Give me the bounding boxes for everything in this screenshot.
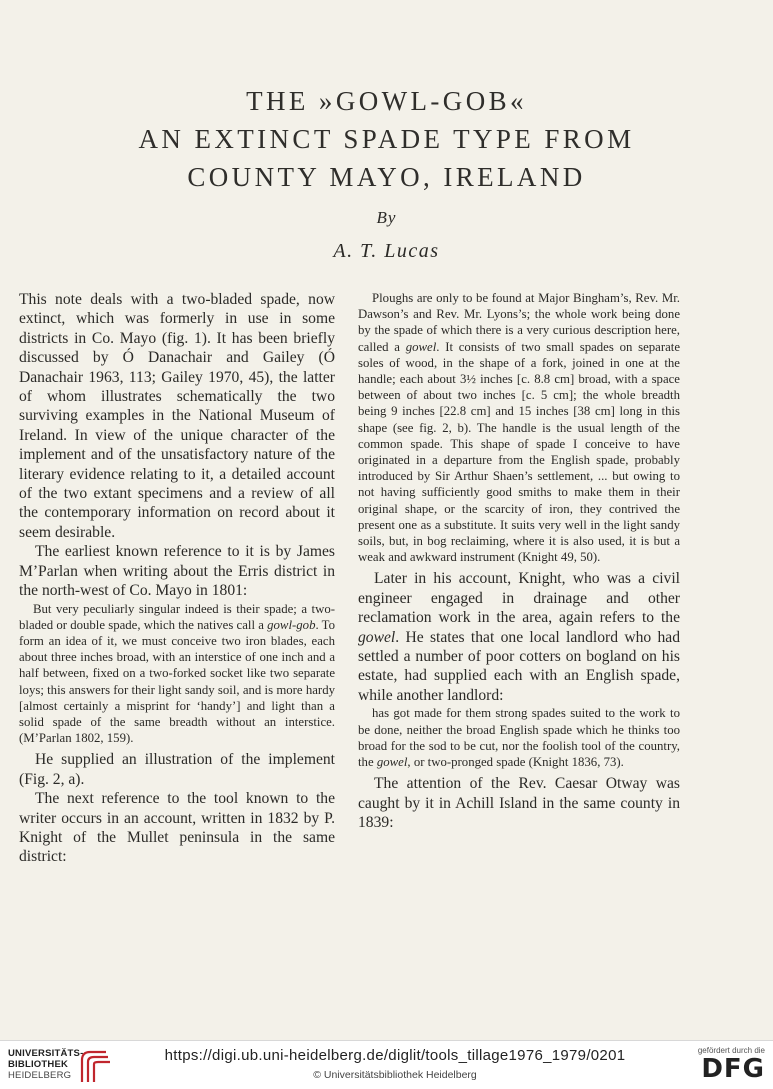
viewer-footer [0, 1040, 773, 1089]
paragraph-6: The attention of the Rev. Caesar Otway was caught by it in Achill Island in the same county in 1839: [358, 775, 680, 831]
right-column [358, 290, 680, 832]
library-name-line-3: HEIDELBERG [8, 1070, 72, 1081]
quote-1-italic: gowl-gob [267, 617, 316, 632]
block-quote-3 [358, 705, 680, 770]
funder-mark: DFG [701, 1054, 765, 1084]
library-name-line-2: BIBLIOTHEK [8, 1059, 69, 1070]
funder-note: gefördert durch die [697, 1046, 765, 1055]
paragraph-1: This note deals with a two-bladed spade, now extinct, which was formerly in use in some districts in Co. Mayo (fig. 1). It has been briefly discussed by Ó Danachair and Gailey (Ó Danachair 1963, 113; Gailey 1970, 45), the latter of whom illustrates schematically the two surviving examples in the National Museum of Ireland. In view of the unique character of the implement and of the unsatisfactory nature of the literary evidence relating to it, a detailed account of the two extant specimens and a review of all the contemporary information on record about it seem desirable. [19, 291, 335, 541]
title-line-3: COUNTY MAYO, IRELAND [187, 162, 586, 192]
article-title [0, 82, 773, 196]
paragraph-5-italic: gowel [358, 628, 396, 646]
paragraph-2: The earliest known reference to it is by James M’Parlan when writing about the Erris district in the north-west of Co. Mayo in 1801: [19, 543, 335, 600]
quote-2-italic: gowel [405, 339, 437, 354]
quote-1-text-b: . To form an idea of it, we must conceive two iron blades, each about three inches broad, with an interstice of one inch and a half between, fixed on a two-forked socket like two separate loys; this answers for their light sandy soil, and is more hardy [almost certainly a misprint for ‘handy’] and light than a solid spade of the same breadth without an interstice. (M’Parlan 1802, 159). [19, 617, 335, 746]
library-logo[interactable] [8, 1048, 143, 1084]
page-url-link[interactable]: https://digi.ub.uni-heidelberg.de/diglit/tools_tillage1976_1979/0201 [164, 1047, 626, 1064]
quote-2-text-a: Ploughs are only to be found at Major Bingham’s, Rev. Mr. Dawson’s and Rev. Mr. Lyons’s; the whole work being done by the spade of which there is a very curious description here, called a [358, 291, 680, 354]
block-quote-2 [358, 290, 680, 565]
quote-3-text-b: , or two-pronged spade (Knight 1836, 73). [407, 754, 624, 769]
author-name: A. T. Lucas [333, 240, 440, 262]
library-name [8, 1048, 83, 1081]
paragraph-4: The next reference to the tool known to the writer occurs in an account, written in 1832 by P. Knight of the Mullet peninsula in the same district: [19, 790, 335, 866]
paragraph-5-text-b: . He states that one local landlord who had settled a number of poor cotters on bogland on his estate, had supplied each with an English spade, while another landlord: [358, 628, 680, 704]
library-name-line-1: UNIVERSITÄTS- [8, 1048, 84, 1059]
paragraph-5 [358, 569, 680, 705]
title-line-2: AN EXTINCT SPADE TYPE FROM [138, 124, 635, 154]
quote-3-text-a: has got made for them strong spades suited to the work to be done, neither the broad English spade which he thinks too broad for the sod to be cut, nor the foolish tool of the country, the [358, 706, 680, 769]
byline-label: By [376, 208, 397, 227]
quote-3-italic: gowel [376, 754, 408, 769]
block-quote-1 [19, 601, 335, 747]
title-line-1: THE »GOWL-GOB« [246, 86, 527, 116]
left-column [19, 290, 335, 867]
quote-1-text-a: But very peculiarly singular indeed is their spade; a two-bladed or double spade, which the natives call a [19, 601, 335, 632]
paragraph-3: He supplied an illustration of the implement (Fig. 2, a). [19, 751, 335, 788]
dfg-logo[interactable] [685, 1046, 765, 1086]
quote-2-text-b: . It consists of two small spades on separate soles of wood, in the shape of a fork, joined in one at the handle; each about 3½ inches [c. 8.8 cm] broad, with a space between of about two inches [c. 5 cm]; the whole breadth being 9 inches [22.8 cm] and 15 inches [38 cm] long in this shape (see fig. 2, b). The handle is the usual length of the common spade. This shape of spade I conceive to have originated in a departure from the English spade, probably introduced by Sir Arthur Shaen’s settlement, ... but owing to not having sufficiently good smiths to make them in their original shape, or the scarcity of iron, they contrived the present one as a substitute. It suits very well in the light sandy soils, but, in bog reclaiming, where it is also used, it is but a weak and awkward instrument (Knight 49, 50). [358, 339, 680, 565]
library-emblem-icon [76, 1048, 116, 1084]
paragraph-5-text-a: Later in his account, Knight, who was a civil engineer engaged in drainage and other reclamation work in the area, again refers to the [358, 570, 680, 627]
copyright-notice: © Universitätsbibliothek Heidelberg [313, 1069, 477, 1081]
